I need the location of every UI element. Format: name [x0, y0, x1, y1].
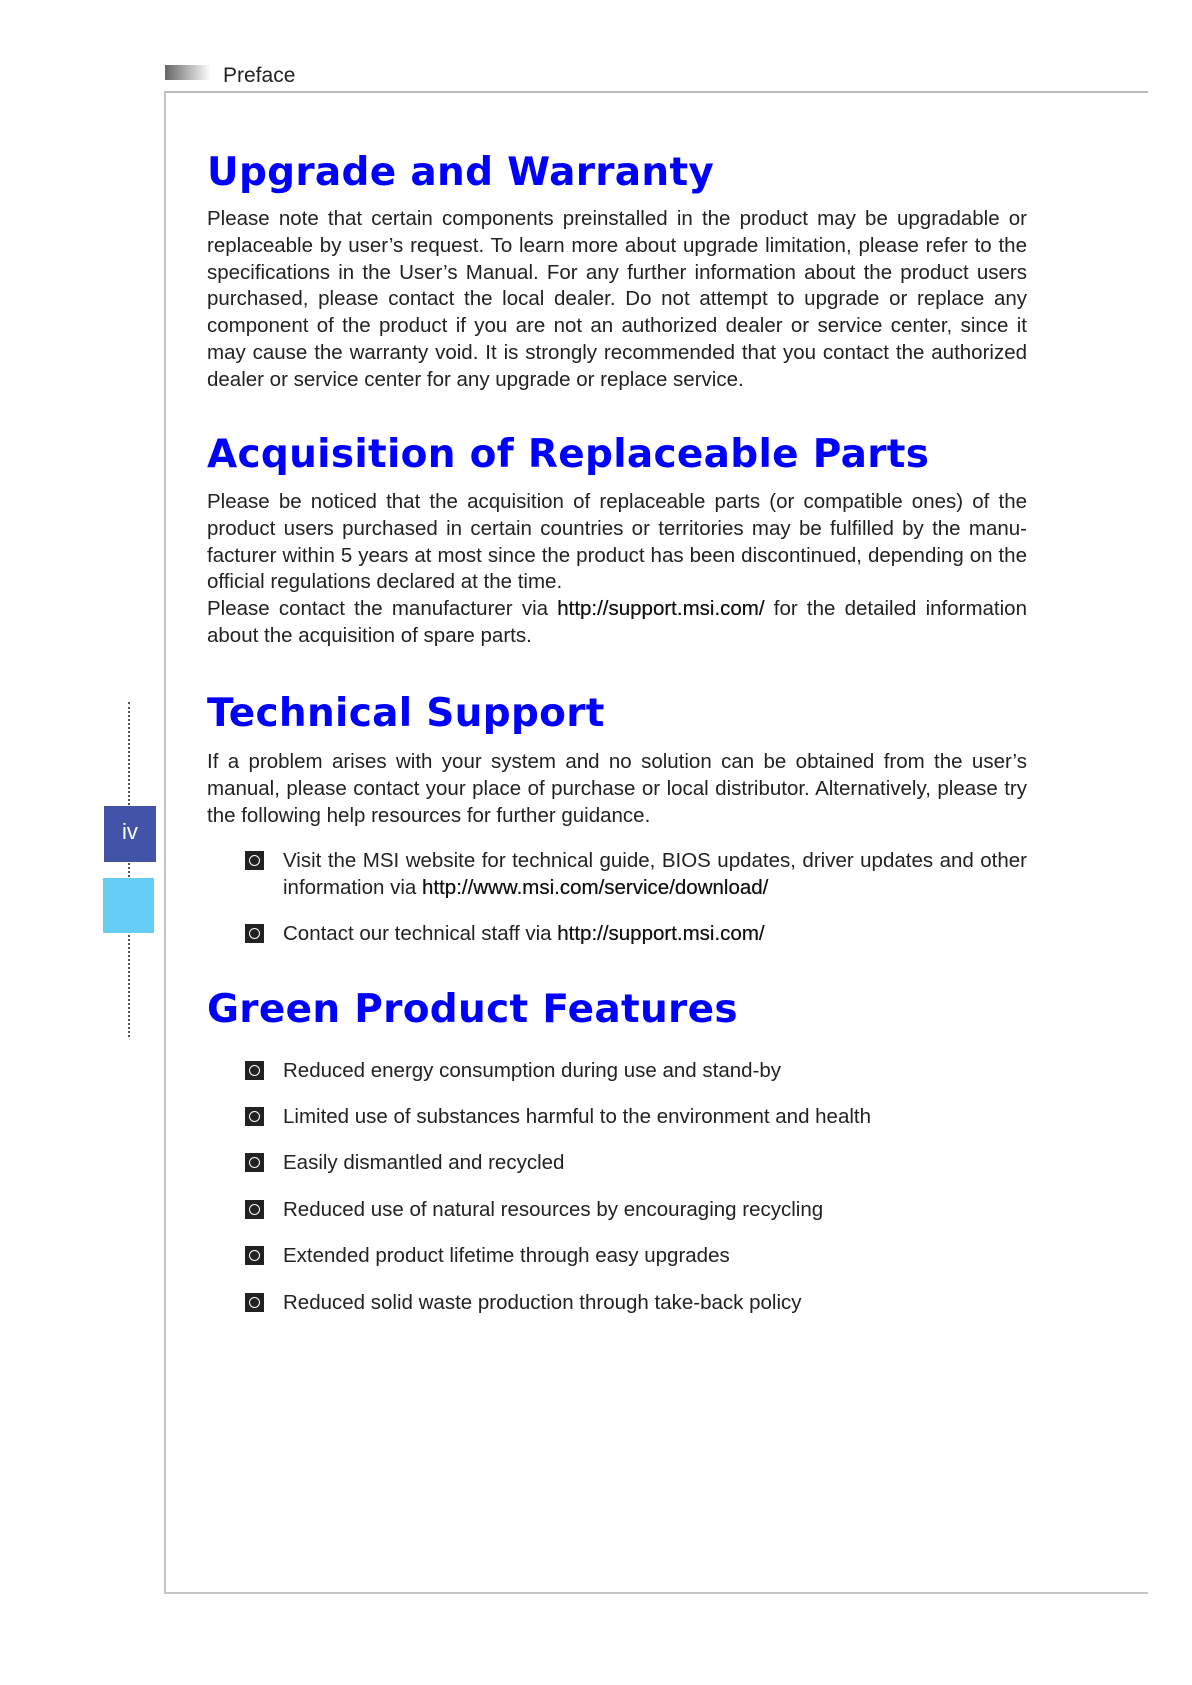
text: for the detailed information about the acquisition of spare parts. [207, 597, 1027, 647]
heading-replaceable-parts: Acquisition of Replaceable Parts [207, 432, 930, 477]
support-link[interactable]: http://support.msi.com/ [557, 597, 765, 620]
bullet-icon [245, 1153, 264, 1172]
paragraph-replaceable-parts: Please be noticed that the acquisition of replaceable parts (or compatible ones) of the product users purchased in certain countries or territories may be fulfilled by the manu-facturer within 5 years at most since the product has been discontinued, depending on the official regulations declared at the time. [207, 490, 1027, 594]
support-link[interactable]: http://support.msi.com/ [557, 922, 765, 945]
heading-technical-support: Technical Support [207, 691, 605, 736]
bullet-icon [245, 1200, 264, 1219]
paragraph-contact-manufacturer [207, 596, 1027, 650]
bullet-icon [245, 1107, 264, 1126]
list-item [245, 1058, 1027, 1085]
list-item-text: Limited use of substances harmful to the environment and health [283, 1105, 872, 1128]
paragraph-technical-support: If a problem arises with your system and no solution can be obtained from the user’s manual, please contact your place of purchase or local distributor. Alternatively, please try the following help resources for further guidance. [207, 750, 1027, 827]
bullet-icon [245, 1061, 264, 1080]
list-item-text: Easily dismantled and recycled [283, 1151, 565, 1174]
bullet-icon [245, 924, 264, 943]
paragraph-upgrade-warranty: Please note that certain components preinstalled in the product may be upgradable or replaceable by user’s request. To learn more about upgrade limitation, please refer to the specifications in the User’s Manual. For any further information about the product users purchased, please contact the local dealer. Do not attempt to upgrade or replace any component of the product if you are not an authorized dealer or service center, since it may cause the warranty void. It is strongly recommended that you contact the authorized dealer or service center for any upgrade or replace service. [207, 207, 1027, 391]
list-item [245, 921, 1027, 948]
list-item [245, 1150, 1027, 1177]
bullet-icon [245, 1293, 264, 1312]
frame-bottom-rule [165, 1592, 1148, 1594]
text: Visit the MSI website for technical guide, BIOS updates, driver updates and other information via [283, 849, 1027, 899]
list-item-text: Reduced energy consumption during use and stand-by [283, 1059, 782, 1082]
heading-upgrade-warranty: Upgrade and Warranty [207, 150, 715, 195]
header-gradient-bar [165, 65, 211, 80]
text: Please contact the manufacturer via [207, 597, 558, 620]
side-tab-marker [103, 878, 154, 933]
list-item-text: Extended product lifetime through easy upgrades [283, 1244, 730, 1267]
text: Contact our technical staff via [283, 922, 558, 945]
heading-green-features: Green Product Features [207, 987, 738, 1032]
section-header: Preface [223, 64, 296, 87]
list-item [245, 848, 1027, 902]
list-item [245, 1243, 1027, 1270]
bullet-icon [245, 851, 264, 870]
list-item [245, 1290, 1027, 1317]
list-item [245, 1197, 1027, 1224]
frame-left-rule [164, 91, 166, 1594]
download-link[interactable]: http://www.msi.com/service/download/ [422, 875, 769, 899]
frame-top-rule [165, 91, 1148, 93]
list-item [245, 1104, 1027, 1131]
side-dotted-line [128, 702, 130, 1037]
list-item-text: Reduced use of natural resources by encouraging recycling [283, 1198, 824, 1221]
page-number: iv [104, 806, 156, 862]
list-item-text: Reduced solid waste production through take-back policy [283, 1291, 802, 1314]
bullet-icon [245, 1246, 264, 1265]
